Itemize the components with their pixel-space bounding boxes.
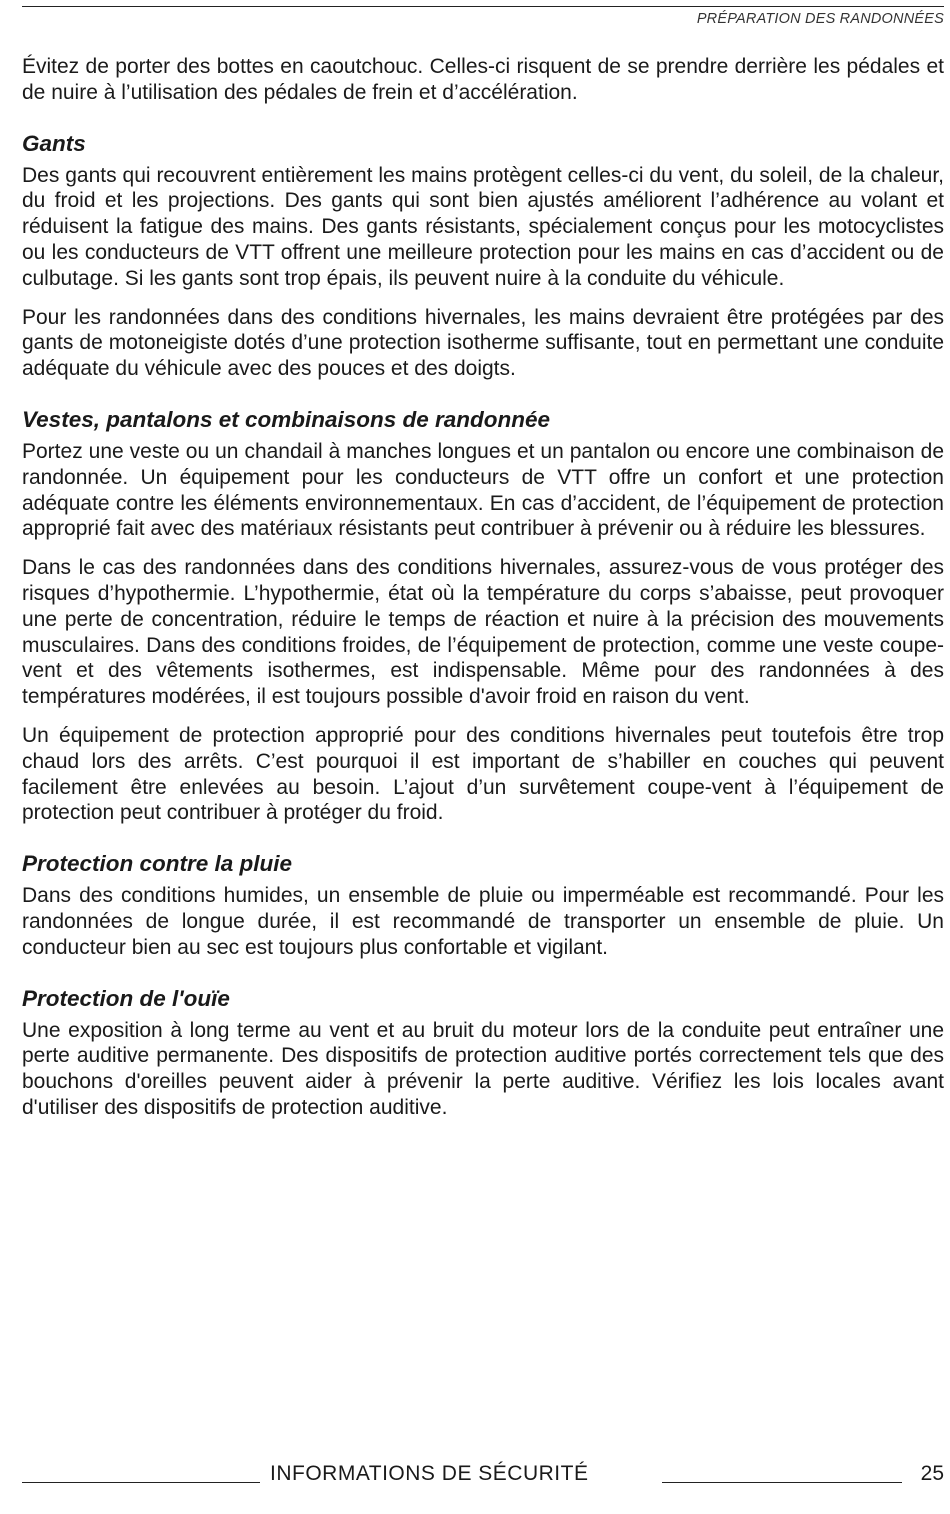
footer-rule-left [22, 1482, 260, 1483]
intro-paragraph: Évitez de porter des bottes en caoutchouc. Celles-ci risquent de se prendre derrière les pédales et de nuire à l’utilisation des pédales de frein et d’accélération. [22, 55, 944, 104]
running-header-title: PRÉPARATION DES RANDONNÉES [696, 11, 944, 27]
hearing-heading: Protection de l'ouïe [22, 985, 230, 1011]
clothing-paragraph-2: Dans le cas des randonnées dans des conditions hivernales, assurez-vous de vous protéger des risques d’hypothermie. L’hypothermie, état où la température du corps s’abaisse, peut provoquer une perte de concentration, réduire le temps de réaction et nuire à la précision des mouvements musculaires. Dans des conditions froides, de l’équipement de protection, comme une veste coupe-vent et des vêtements isothermes, est indispensable. Même pour des randonnées à des températures modérées, il est toujours possible d'avoir froid en raison du vent. [22, 556, 944, 709]
gloves-heading: Gants [22, 130, 86, 156]
page-footer [22, 1460, 944, 1490]
gloves-paragraph-2: Pour les randonnées dans des conditions hivernales, les mains devraient être protégées par des gants de motoneigiste dotés d’une protection isotherme suffisante, tout en permettant une conduite adéquate du véhicule avec des pouces et des doigts. [22, 305, 944, 381]
rain-heading: Protection contre la pluie [22, 851, 293, 877]
clothing-heading: Vestes, pantalons et combinaisons de randonnée [22, 406, 551, 432]
rain-paragraph-1: Dans des conditions humides, un ensemble de pluie ou imperméable est recommandé. Pour les randonnées de longue durée, il est recommandé de transporter un ensemble de pluie. Un conducteur bien au sec est toujours plus confortable et vigilant. [22, 884, 944, 959]
page-number: 25 [920, 1462, 944, 1485]
hearing-paragraph-1: Une exposition à long terme au vent et au bruit du moteur lors de la conduite peut entraîner une perte auditive permanente. Des dispositifs de protection auditive portés correctement tels que des bouchons d'oreilles peuvent aider à prévenir la perte auditive. Vérifiez les lois locales avant d'utiliser des dispositifs de protection auditive. [22, 1018, 944, 1119]
clothing-paragraph-1: Portez une veste ou un chandail à manches longues et un pantalon ou encore une combinaison de randonnée. Un équipement pour les conducteurs de VTT offre un confort et une protection adéquate contre les éléments environnementaux. En cas d’accident, de l’équipement de protection approprié fait avec des matériaux résistants peut contribuer à prévenir ou à réduire les blessures. [22, 439, 944, 541]
header-rule [22, 6, 944, 7]
gloves-paragraph-1: Des gants qui recouvrent entièrement les mains protègent celles-ci du vent, du soleil, de la chaleur, du froid et les projections. Des gants qui sont bien ajustés améliorent l’adhérence au volant et réduisent la fatigue des mains. Des gants résistants, spécialement conçus pour les motocyclistes ou les conducteurs de VTT offrent une meilleure protection pour les mains en cas d’accident ou de culbutage. Si les gants sont trop épais, ils peuvent nuire à la conduite du véhicule. [22, 163, 944, 290]
footer-rule-right [662, 1482, 902, 1483]
page-content [22, 54, 944, 1134]
clothing-paragraph-3: Un équipement de protection approprié pour des conditions hivernales peut toutefois être trop chaud lors des arrêts. C’est pourquoi il est important de s’habiller en couches qui peuvent facilement être enlevées au besoin. L’ajout d’un survêtement coupe-vent à l’équipement de protection peut contribuer à protéger du froid. [22, 723, 944, 825]
footer-section-title: INFORMATIONS DE SÉCURITÉ [270, 1462, 589, 1485]
